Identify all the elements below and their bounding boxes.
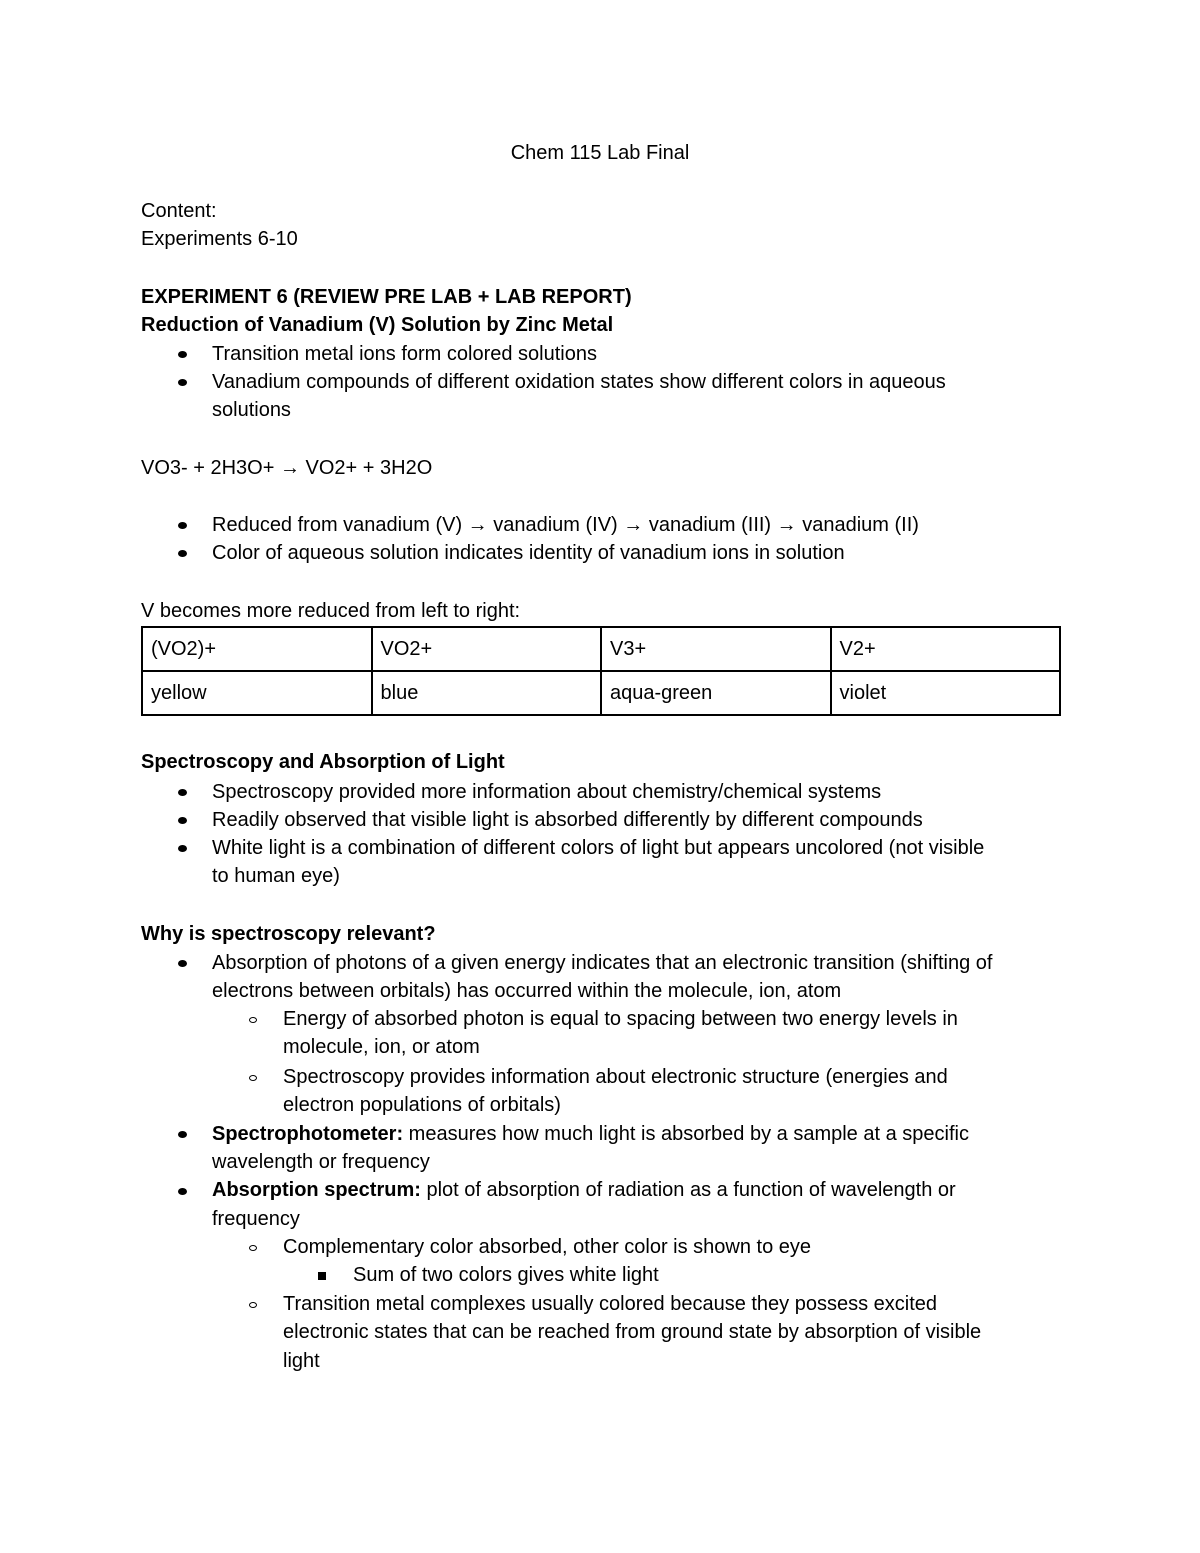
sub-bullet-icon: [249, 1302, 257, 1308]
list-item-continuation: frequency: [212, 1208, 300, 1230]
term-definition: measures how much light is absorbed by a sample at a specific: [403, 1123, 969, 1145]
spectroscopy-heading: Spectroscopy and Absorption of Light: [141, 751, 505, 773]
table-cell: aqua-green: [601, 671, 831, 715]
sub-list-item-continuation: molecule, ion, or atom: [283, 1036, 480, 1058]
experiment-6-heading: EXPERIMENT 6 (REVIEW PRE LAB + LAB REPORT): [141, 286, 632, 308]
reaction-equation: VO3- + 2H3O+ → VO2+ + 3H2O: [141, 457, 433, 479]
sub-bullet-icon: [249, 1245, 257, 1251]
bullet-icon: [178, 1131, 187, 1138]
vanadium-color-table: [141, 626, 1061, 716]
sub-list-item: Complementary color absorbed, other color is shown to eye: [283, 1236, 812, 1258]
bullet-icon: [178, 960, 187, 967]
list-item-continuation: electrons between orbitals) has occurred within the molecule, ion, atom: [212, 980, 842, 1002]
list-item: Vanadium compounds of different oxidation states show different colors in aqueous: [212, 371, 946, 393]
why-heading: Why is spectroscopy relevant?: [141, 923, 436, 945]
sub-bullet-icon: [249, 1017, 257, 1023]
table-cell: VO2+: [372, 627, 602, 671]
list-item: [212, 1176, 956, 1204]
bullet-icon: [178, 845, 187, 852]
content-value: Experiments 6-10: [141, 228, 298, 250]
list-item: White light is a combination of different colors of light but appears uncolored (not visible: [212, 837, 985, 859]
sub-sub-list-item: Sum of two colors gives white light: [353, 1264, 659, 1286]
sub-bullet-icon: [249, 1075, 257, 1081]
table-cell: V3+: [601, 627, 831, 671]
bullet-icon: [178, 789, 187, 796]
bullet-icon: [178, 550, 187, 557]
list-item-continuation: to human eye): [212, 865, 340, 887]
table-cell: (VO2)+: [142, 627, 372, 671]
sub-list-item-continuation: electron populations of orbitals): [283, 1094, 561, 1116]
table-cell: yellow: [142, 671, 372, 715]
table-row-ions: [142, 627, 1060, 671]
list-item: Absorption of photons of a given energy indicates that an electronic transition (shifting of: [212, 952, 993, 974]
sub-list-item: Spectroscopy provides information about electronic structure (energies and: [283, 1066, 948, 1088]
term-label: Absorption spectrum:: [212, 1179, 421, 1201]
list-item: Reduced from vanadium (V) → vanadium (IV) → vanadium (III) → vanadium (II): [212, 514, 919, 536]
list-item: Spectroscopy provided more information about chemistry/chemical systems: [212, 781, 882, 803]
sub-list-item-continuation: light: [283, 1350, 320, 1372]
square-bullet-icon: [318, 1272, 326, 1280]
table-cell: blue: [372, 671, 602, 715]
table-cell: V2+: [831, 627, 1061, 671]
term-definition: plot of absorption of radiation as a function of wavelength or: [420, 1179, 956, 1201]
sub-list-item: Transition metal complexes usually colored because they possess excited: [283, 1293, 938, 1315]
list-item-continuation: wavelength or frequency: [212, 1151, 430, 1173]
bullet-icon: [178, 379, 187, 386]
bullet-icon: [178, 1188, 187, 1195]
bullet-icon: [178, 351, 187, 358]
page-title: Chem 115 Lab Final: [510, 142, 690, 164]
content-label: Content:: [141, 200, 217, 222]
bullet-icon: [178, 817, 187, 824]
table-row-colors: [142, 671, 1060, 715]
list-item-continuation: solutions: [212, 399, 291, 421]
table-caption: V becomes more reduced from left to right:: [141, 600, 521, 622]
sub-list-item: Energy of absorbed photon is equal to spacing between two energy levels in: [283, 1008, 958, 1030]
list-item: Color of aqueous solution indicates identity of vanadium ions in solution: [212, 542, 845, 564]
table-cell: violet: [831, 671, 1061, 715]
experiment-6-subheading: Reduction of Vanadium (V) Solution by Zinc Metal: [141, 314, 614, 336]
term-label: Spectrophotometer:: [212, 1123, 404, 1145]
sub-list-item-continuation: electronic states that can be reached from ground state by absorption of visible: [283, 1321, 982, 1343]
list-item: [212, 1120, 969, 1148]
list-item: Readily observed that visible light is absorbed differently by different compounds: [212, 809, 923, 831]
list-item: Transition metal ions form colored solutions: [212, 343, 597, 365]
bullet-icon: [178, 522, 187, 529]
